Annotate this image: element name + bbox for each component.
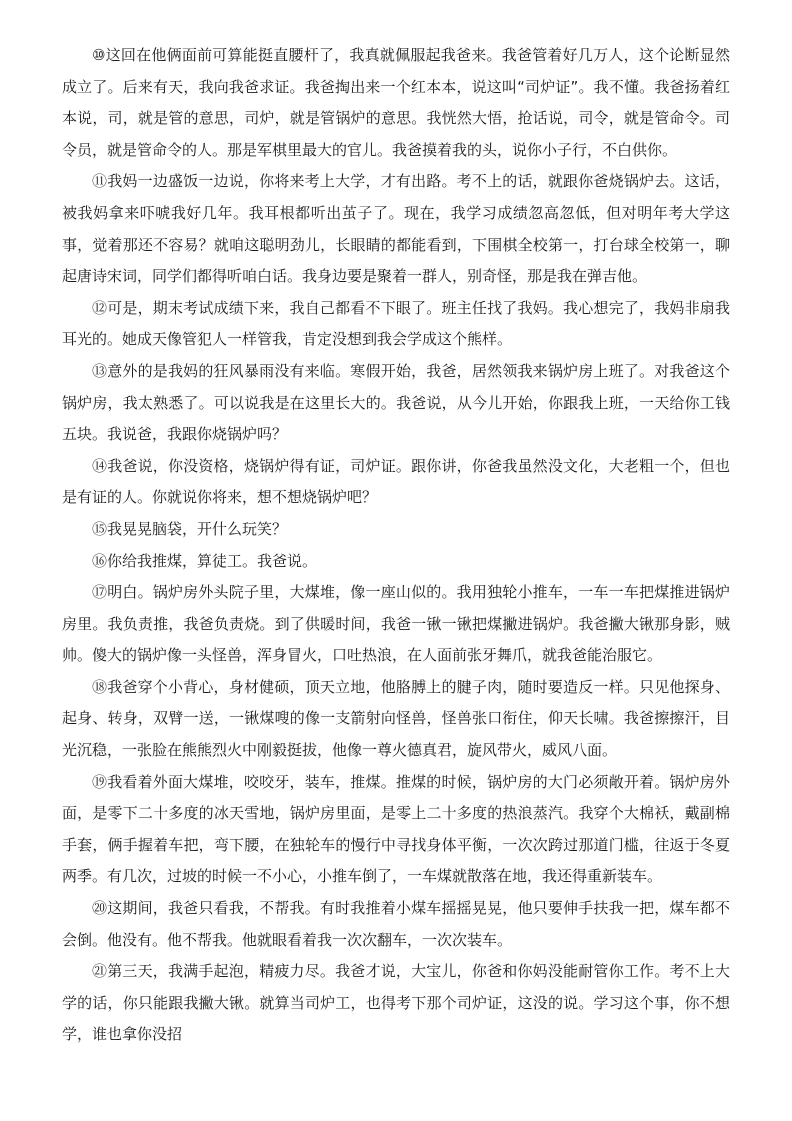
paragraph-11: ⑪我妈一边盛饭一边说，你将来考上大学，才有出路。考不上的话，就跟你爸烧锅炉去。这话，被我妈拿来吓唬我好几年。我耳根都听出茧子了。现在，我学习成绩忽高忽低，但对明年考大学这事，觉着那还不容易？就咱这聪明劲儿，长眼睛的都能看到，下围棋全校第一，打台球全校第一，聊起唐诗宋词，同学们都得听咱白话。我身边要是聚着一群人，别奇怪，那是我在弹吉他。 xyxy=(62,172,730,286)
paragraph-15: ⑮我晃晃脑袋，开什么玩笑？ xyxy=(92,519,288,538)
paragraph-21: ㉑第三天，我满手起泡，精疲力尽。我爸才说，大宝儿，你爸和你妈没能耐管你工作。考不上大学的话，你只能跟我撇大锹。就算当司炉工，也得考下那个司炉证，这没的说。学习这个事，你不想学，谁也拿你没招 xyxy=(62,962,730,1044)
paragraph-10: ⑩这回在他俩面前可算能挺直腰杆了，我真就佩服起我爸来。我爸管着好几万人，这个论断显然成立了。后来有天，我向我爸求证。我爸掏出来一个红本本，说这叫“司炉证”。我不懂。我爸扬着红本说，司，就是管的意思，司炉，就是管锅炉的意思。我恍然大悟，抢话说，司令，就是管命令。司令员，就是管命令的人。那是军棋里最大的官儿。我爸摸着我的头，说你小子行，不白供你。 xyxy=(62,46,730,159)
paragraph-16: ⑯你给我推煤，算徒工。我爸说。 xyxy=(92,551,318,570)
paragraph-13: ⑬意外的是我妈的狂风暴雨没有来临。寒假开始，我爸，居然领我来锅炉房上班了。对我爸这个锅炉房，我太熟悉了。可以说我是在这里长大的。我爸说，从今儿开始，你跟我上班，一天给你工钱五块。我说爸，我跟你烧锅炉吗？ xyxy=(62,361,730,444)
paragraph-19: ⑲我看着外面大煤堆，咬咬牙，装车，推煤。推煤的时候，锅炉房的大门必须敞开着。锅炉房外面，是零下二十多度的冰天雪地，锅炉房里面，是零上二十多度的热浪蒸汽。我穿个大棉袄，戴副棉手套，俩手握着车把，弯下腰，在独轮车的慢行中寻找身体平衡，一次次跨过那道门槛，往返于冬夏两季。有几次，过坡的时候一不小心，小推车倒了，一车煤就散落在地，我还得重新装车。 xyxy=(62,772,730,886)
paragraph-18: ⑱我爸穿个小背心，身材健硕，顶天立地，他胳膊上的腱子肉，随时要造反一样。只见他探身、起身、转身，双臂一送，一锹煤嗖的像一支箭射向怪兽，怪兽张口衔住，仰天长啸。我爸擦擦汗，目光沉稳，一张脸在熊熊烈火中刚毅挺拔，他像一尊火德真君，旋风带火，威风八面。 xyxy=(62,677,730,760)
paragraph-20: ⑳这期间，我爸只看我，不帮我。有时我推着小煤车摇摇晃晃，他只要伸手扶我一把，煤车都不会倒。他没有。他不帮我。他就眼看着我一次次翻车，一次次装车。 xyxy=(62,899,730,949)
paragraph-17: ⑰明白。锅炉房外头院子里，大煤堆，像一座山似的。我用独轮小推车，一车一车把煤推进锅炉房里。我负责推，我爸负责烧。到了供暖时间，我爸一锹一锹把煤撇进锅炉。我爸撇大锹那身影，贼帅。傻大的锅炉像一头怪兽，浑身冒火，口吐热浪，在人面前张牙舞爪，就我爸能治服它。 xyxy=(62,583,730,665)
paragraph-14: ⑭我爸说，你没资格，烧锅炉得有证，司炉证。跟你讲，你爸我虽然没文化，大老粗一个，但也是有证的人。你就说你将来，想不想烧锅炉吧？ xyxy=(62,456,730,507)
document-page xyxy=(62,40,730,1051)
paragraph-12: ⑫可是，期末考试成绩下来，我自己都看不下眼了。班主任找了我妈。我心想完了，我妈非扇我耳光的。她成天像管犯人一样管我，肯定没想到我会学成这个熊样。 xyxy=(62,298,730,349)
